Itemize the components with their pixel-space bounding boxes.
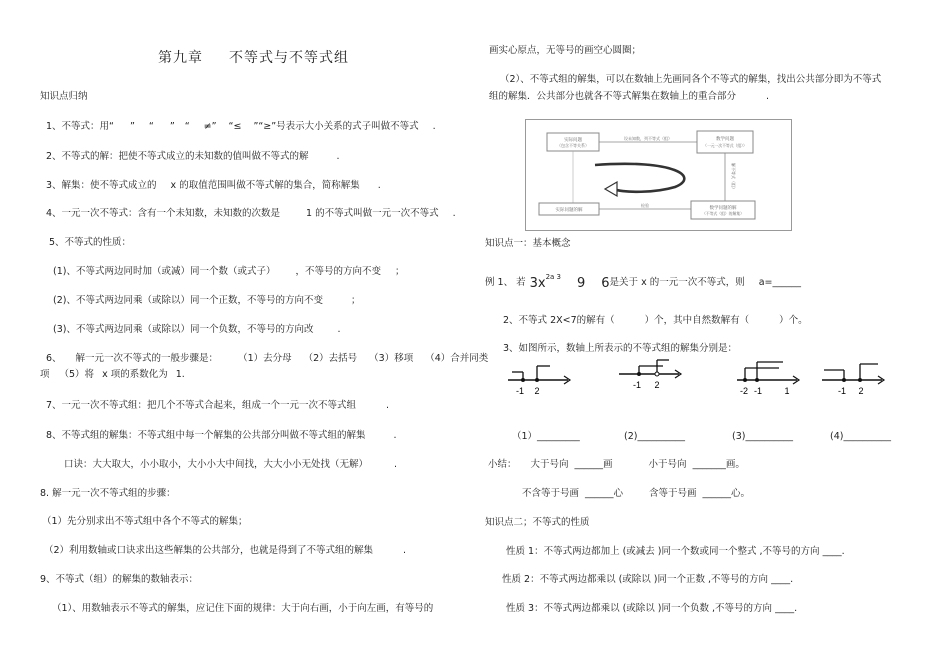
chapter-name: 不等式与不等式组 — [229, 50, 349, 66]
tick-label: 1 — [784, 386, 790, 396]
t: 7、一元一次不等式组：把几个不等式合起来，组成一个一元一次不等式组 — [46, 400, 357, 411]
t: 1、不等式：用“ — [46, 121, 114, 132]
point-a — [743, 378, 747, 382]
knowledge-point-1: 知识点一：基本概念 — [485, 238, 571, 249]
property-1-blank: 性质 1：不等式两边都加上 (或减去 )同一个数或同一个整式 ,不等号的方向 ____. — [506, 546, 845, 557]
answer-blank-a: a=______ — [758, 277, 802, 288]
item-1 — [46, 121, 436, 133]
t: . — [393, 430, 397, 441]
t: （2）利用数轴或口诀求出这些解集的公共部分，也就是得到了不等式组的解集 — [44, 545, 374, 556]
t: ）个。 — [779, 315, 808, 326]
example-1 — [485, 273, 802, 296]
box-math-problem-label: 数学问题 — [716, 136, 734, 141]
t: 解一元一次不等式的一般步骤是： — [75, 353, 219, 364]
t: 小于号向 — [648, 459, 687, 470]
tick-label: -2 — [739, 386, 749, 396]
property-2-blank: 性质 2：不等式两边都乘以 (或除以 )同一个正数 ,不等号的方向 ____. — [502, 574, 794, 585]
t: (1)、不等式两边同时加（或减）同一个数（或式子） — [53, 266, 276, 277]
t: ； — [350, 295, 361, 306]
answer-3: (3)__________ — [732, 431, 793, 442]
box-math-solution-label: 数学问题的解 — [709, 205, 737, 210]
t: ； — [394, 266, 405, 277]
expr-9: 9 — [576, 276, 586, 291]
t: . — [386, 400, 390, 411]
t: . — [337, 324, 341, 335]
t: ______画 — [574, 459, 613, 470]
summary-line-1 — [488, 459, 745, 471]
tick-label: -1 — [515, 386, 525, 396]
box-math-solution-sub: （不等式（组）的解集） — [702, 212, 744, 216]
item-2 — [46, 151, 340, 163]
rule-2-line-1: （2）、不等式组的解集，可以在数轴上先画同各个不等式的解集，找出公共部分即为不等式 — [500, 74, 882, 85]
item-3 — [46, 180, 381, 192]
t: ≠” — [203, 121, 217, 132]
box-real-problem — [547, 133, 599, 151]
tick-label: -1 — [753, 386, 763, 396]
t: 8、不等式组的解集：不等式组中每一个解集的公共部分叫做不等式组的解集 — [46, 430, 366, 441]
point-a — [637, 372, 641, 376]
t: ”“≥”号表示大小关系的式子叫做不等式 — [253, 121, 419, 132]
problem-solving-flow-diagram — [525, 119, 792, 231]
t: （1）去分母 — [238, 353, 292, 364]
number-line-2 — [617, 352, 683, 394]
step-1: （1）先分别求出不等式组中各个不等式的解集； — [42, 516, 248, 527]
section-heading: 知识点归纳 — [40, 91, 88, 102]
expr-exponent: 2a 3 — [545, 273, 561, 281]
t: “ — [184, 121, 190, 132]
item-8 — [46, 430, 397, 442]
arrow-top-label: 设未知数，列不等式（组） — [624, 136, 672, 141]
t: 1 的不等式叫做一元一次不等式 — [306, 208, 439, 219]
box-real-problem-label: 实际问题 — [564, 137, 582, 142]
chapter-title — [158, 52, 349, 64]
t: （4）合并同类 — [425, 353, 489, 364]
item-5: 5、不等式的性质： — [49, 237, 132, 248]
box-real-problem-sub: （包含不等关系） — [557, 143, 589, 148]
step-2 — [44, 545, 406, 557]
question-2 — [503, 315, 808, 327]
box-math-problem-sub: （一元一次不等式（组）） — [703, 144, 747, 148]
rule-2-line-2 — [489, 91, 769, 103]
tick-label: -1 — [837, 386, 847, 396]
chapter-number: 第九章 — [158, 50, 203, 66]
t: ）个，其中自然数解有（ — [644, 315, 750, 326]
point-b — [655, 372, 659, 376]
rule-continued: 画实心原点，无等号的画空心圆圈； — [489, 45, 642, 56]
t: 大于号向 — [530, 459, 569, 470]
t: 1. — [175, 369, 185, 380]
tick-label: 2 — [858, 386, 864, 396]
t: 2、不等式 2X<7的解有（ — [503, 315, 615, 326]
point-b — [535, 378, 539, 382]
tick-label: 2 — [654, 380, 660, 390]
t: ______心 — [585, 488, 624, 499]
tick-label: -1 — [632, 380, 642, 390]
number-line-4 — [820, 356, 886, 398]
item-8b: 8. 解一元一次不等式组的步骤： — [40, 488, 176, 499]
point-b — [755, 378, 759, 382]
box-math-problem — [697, 131, 753, 153]
arrow-bottom-label: 检验 — [641, 203, 649, 208]
item-6-line-2 — [40, 369, 185, 381]
arrow-side-label: 解不等式（组） — [731, 163, 736, 191]
t: 是关于 x 的一元一次不等式，则 — [609, 277, 745, 288]
t: x 项的系数化为 — [102, 369, 168, 380]
t: (2)、不等式两边同乘（或除以）同一个正数，不等号的方向不变 — [53, 295, 323, 306]
box-real-solution-label: 实际问题的解 — [555, 207, 583, 212]
point-a — [842, 378, 846, 382]
question-3: 3、如图所示，数轴上所表示的不等式组的解集分别是： — [503, 343, 738, 354]
t: ” — [129, 121, 135, 132]
t: _______画。 — [692, 459, 745, 470]
t: . — [452, 208, 456, 219]
t: 小结： — [488, 459, 517, 470]
box-math-solution — [691, 201, 755, 219]
t: . — [432, 121, 436, 132]
t: 口诀：大大取大，小小取小，大小小大中间找，大大小小无处找（无解） — [64, 459, 369, 470]
t: （3）移项 — [369, 353, 414, 364]
t: x 的取值范围叫做不等式解的集合，简称解集 — [170, 180, 360, 191]
t: . — [377, 180, 381, 191]
t: 组的解集．公共部分也就各不等式解集在数轴上的重合部分 — [489, 91, 737, 102]
number-line-3 — [735, 356, 801, 398]
t: ，不等号的方向不变 — [295, 266, 381, 277]
answer-2: (2)__________ — [624, 431, 685, 442]
item-4 — [46, 208, 456, 220]
property-3 — [53, 324, 341, 336]
item-9: 9、不等式（组）的解集的数轴表示： — [40, 574, 199, 585]
t: ______心。 — [702, 488, 751, 499]
t: 6、 — [46, 353, 62, 364]
t: 不含等于号画 — [522, 488, 580, 499]
t: （5）将 — [59, 369, 95, 380]
property-3-blank: 性质 3：不等式两边都乘以 (或除以 )同一个负数 ,不等号的方向 ____. — [506, 603, 798, 614]
item-7 — [46, 400, 389, 412]
t: 2、不等式的解：把使不等式成立的未知数的值叫做不等式的解 — [46, 151, 309, 162]
mnemonic — [64, 459, 397, 471]
t: 3、解集：使不等式成立的 — [46, 180, 157, 191]
point-b — [858, 378, 862, 382]
answer-4: (4)__________ — [830, 431, 891, 442]
expr-6: 6 — [601, 276, 610, 291]
t: “ — [148, 121, 154, 132]
property-2 — [53, 295, 360, 307]
t: (3)、不等式两边同乘（或除以）同一个负数，不等号的方向改 — [53, 324, 314, 335]
knowledge-point-2: 知识点二；不等式的性质 — [485, 517, 590, 528]
tick-label: 2 — [534, 386, 540, 396]
t: 项 — [40, 369, 50, 380]
t: . — [403, 545, 407, 556]
t: ” — [169, 121, 175, 132]
expr-3x: 3x — [529, 276, 546, 291]
t: “≤ — [228, 121, 242, 132]
number-line-1 — [506, 356, 572, 398]
summary-line-2 — [522, 488, 750, 500]
t: . — [336, 151, 340, 162]
t: 例 1、 若 — [485, 277, 526, 288]
t: . — [394, 459, 398, 470]
item-6-line-1 — [46, 353, 488, 365]
t: （2）去括号 — [303, 353, 358, 364]
curved-arrow-head — [605, 182, 617, 196]
point-a — [521, 378, 525, 382]
t: 含等于号画 — [649, 488, 697, 499]
answer-1: （1）_________ — [512, 431, 580, 442]
t: . — [766, 91, 770, 102]
t: 4、一元一次不等式：含有一个未知数，未知数的次数是 — [46, 208, 281, 219]
property-1 — [53, 266, 405, 278]
item-9-rule: （1）、用数轴表示不等式的解集，应记住下面的规律：大于向右画，小于向左画，有等号的 — [52, 603, 434, 614]
